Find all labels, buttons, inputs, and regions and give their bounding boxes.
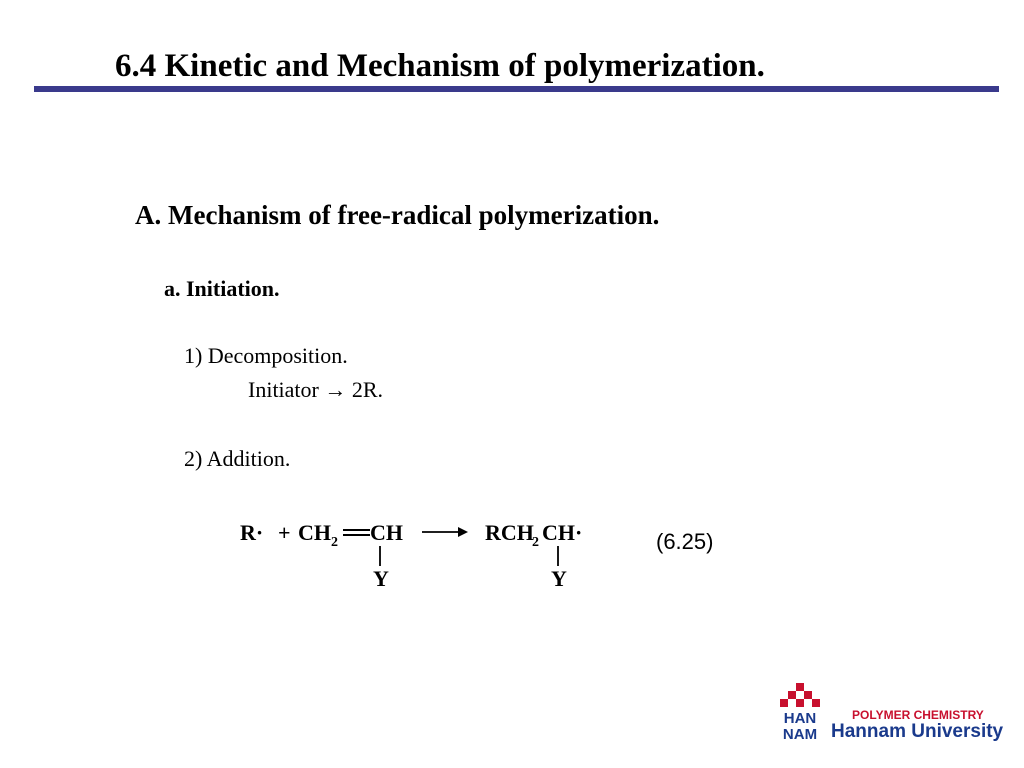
product-substituent-y: Y — [551, 566, 567, 591]
logo-han: HAN — [783, 710, 817, 727]
section-heading: A. Mechanism of free-radical polymerization. — [135, 200, 660, 230]
course-name: POLYMER CHEMISTRY — [852, 708, 984, 722]
product-rch: RCH — [485, 520, 534, 545]
monomer-ch: CH — [370, 520, 403, 545]
radical-r: R· — [240, 520, 264, 545]
plus-sign: + — [278, 520, 291, 545]
product-subscript: 2 — [532, 535, 539, 550]
decomposition-equation: Initiator → 2R. — [248, 377, 384, 402]
monomer-ch2: CH — [298, 520, 331, 545]
hannam-logo-icon — [778, 683, 823, 741]
equation-number: (6.25) — [656, 529, 714, 554]
reaction-arrow-head — [458, 527, 468, 537]
addition-reaction-scheme — [230, 506, 610, 601]
monomer-substituent-y: Y — [373, 566, 389, 591]
title-underline — [34, 86, 999, 92]
product-ch-radical: CH· — [542, 520, 583, 545]
monomer-subscript: 2 — [331, 535, 338, 550]
subsection-heading: a. Initiation. — [164, 276, 280, 301]
step-decomposition: 1) Decomposition. — [184, 343, 348, 368]
logo-nam: NAM — [782, 726, 818, 741]
slide-title: 6.4 Kinetic and Mechanism of polymerization. — [115, 48, 765, 84]
university-name: Hannam University — [831, 721, 1004, 742]
step-addition: 2) Addition. — [184, 446, 291, 471]
